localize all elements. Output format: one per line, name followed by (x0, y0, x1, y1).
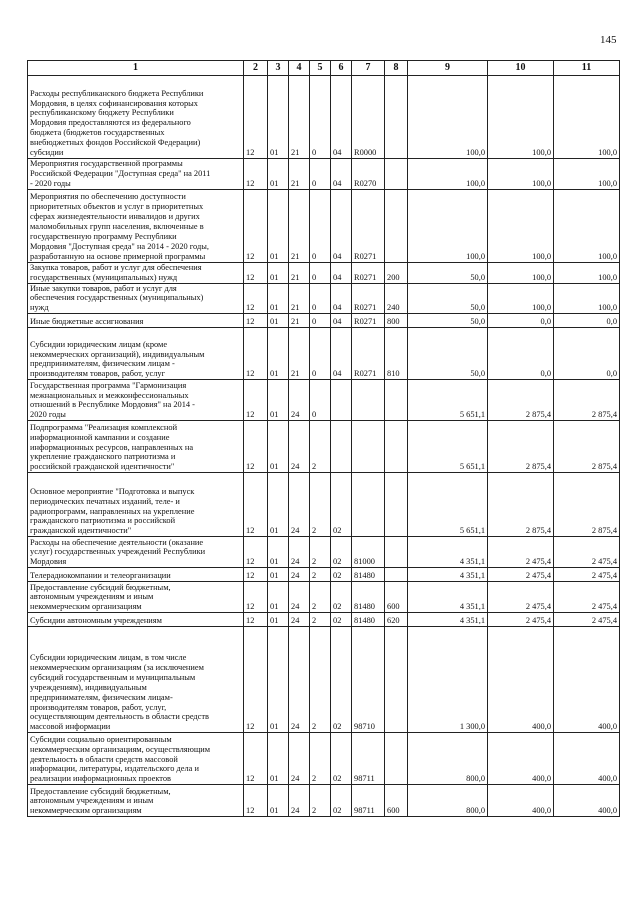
cell-target-code: 98711 (352, 733, 385, 785)
row-description: Подпрограмма "Реализация комплексной информационной кампании и создание информационных ресурсов, направленных на укрепление гражданского патриотизма и российской гражданской идентичности" (28, 421, 244, 473)
table-row (28, 314, 620, 328)
cell-section: 01 (268, 283, 289, 314)
cell-section: 01 (268, 537, 289, 568)
cell-section: 01 (268, 189, 289, 262)
cell-amount-col11: 400,0 (554, 785, 620, 817)
table-header-row (28, 61, 620, 76)
column-header-2: 2 (244, 61, 268, 76)
cell-amount-col9: 5 651,1 (408, 421, 488, 473)
cell-target-code: 98711 (352, 785, 385, 817)
cell-target-code: 81480 (352, 568, 385, 582)
table-row (28, 627, 620, 733)
cell-chapter: 12 (244, 76, 268, 159)
cell-amount-col11: 2 875,4 (554, 380, 620, 421)
cell-chapter: 12 (244, 537, 268, 568)
cell-subprogram: 02 (331, 537, 352, 568)
column-header-6: 6 (331, 61, 352, 76)
column-header-7: 7 (352, 61, 385, 76)
cell-expense-type (385, 421, 408, 473)
cell-target-code (352, 421, 385, 473)
cell-target-code: R0271 (352, 328, 385, 380)
cell-amount-col10: 2 875,4 (488, 380, 554, 421)
cell-chapter: 12 (244, 159, 268, 190)
table-row (28, 328, 620, 380)
cell-amount-col10: 2 875,4 (488, 421, 554, 473)
cell-expense-type (385, 189, 408, 262)
cell-amount-col10: 100,0 (488, 159, 554, 190)
cell-expense-type (385, 473, 408, 537)
cell-amount-col9: 4 351,1 (408, 582, 488, 613)
cell-program: 2 (310, 627, 331, 733)
table-row (28, 613, 620, 627)
cell-subsection: 21 (289, 314, 310, 328)
column-header-1: 1 (28, 61, 244, 76)
cell-amount-col10: 2 475,4 (488, 568, 554, 582)
row-description: Расходы на обеспечение деятельности (оказание услуг) государственных учреждений Республики Мордовия (28, 537, 244, 568)
cell-target-code (352, 473, 385, 537)
cell-amount-col11: 400,0 (554, 627, 620, 733)
row-description: Субсидии социально ориентированным некоммерческим организациям, осуществляющим деятельность в области средств массовой информации, литературы, издательского дела и реализации информационных проектов (28, 733, 244, 785)
cell-program: 2 (310, 537, 331, 568)
cell-chapter: 12 (244, 283, 268, 314)
cell-subsection: 21 (289, 328, 310, 380)
cell-subsection: 21 (289, 76, 310, 159)
cell-chapter: 12 (244, 189, 268, 262)
cell-target-code: R0271 (352, 283, 385, 314)
cell-amount-col10: 100,0 (488, 189, 554, 262)
cell-target-code: R0271 (352, 314, 385, 328)
cell-section: 01 (268, 785, 289, 817)
cell-subsection: 24 (289, 582, 310, 613)
cell-target-code: R0000 (352, 76, 385, 159)
row-description: Иные закупки товаров, работ и услуг для обеспечения государственных (муниципальных) нужд (28, 283, 244, 314)
column-header-4: 4 (289, 61, 310, 76)
cell-chapter: 12 (244, 380, 268, 421)
cell-expense-type (385, 76, 408, 159)
cell-amount-col9: 1 300,0 (408, 627, 488, 733)
cell-subsection: 24 (289, 613, 310, 627)
cell-expense-type (385, 537, 408, 568)
cell-amount-col11: 100,0 (554, 76, 620, 159)
row-description: Мероприятия государственной программы Российской Федерации "Доступная среда" на 2011 - 2020 годы (28, 159, 244, 190)
cell-program: 2 (310, 613, 331, 627)
cell-subsection: 24 (289, 537, 310, 568)
cell-amount-col10: 0,0 (488, 328, 554, 380)
cell-section: 01 (268, 328, 289, 380)
cell-amount-col11: 100,0 (554, 283, 620, 314)
cell-expense-type (385, 380, 408, 421)
cell-amount-col11: 100,0 (554, 189, 620, 262)
cell-chapter: 12 (244, 613, 268, 627)
cell-amount-col9: 50,0 (408, 283, 488, 314)
cell-amount-col9: 100,0 (408, 76, 488, 159)
cell-program: 0 (310, 328, 331, 380)
cell-subprogram: 02 (331, 473, 352, 537)
cell-amount-col10: 100,0 (488, 283, 554, 314)
cell-section: 01 (268, 568, 289, 582)
cell-section: 01 (268, 421, 289, 473)
cell-chapter: 12 (244, 733, 268, 785)
cell-program: 2 (310, 733, 331, 785)
cell-chapter: 12 (244, 262, 268, 283)
cell-expense-type: 600 (385, 785, 408, 817)
cell-subprogram: 02 (331, 733, 352, 785)
cell-program: 2 (310, 568, 331, 582)
cell-amount-col10: 400,0 (488, 733, 554, 785)
row-description: Мероприятия по обеспечению доступности приоритетных объектов и услуг в приоритетных сферах жизнедеятельности инвалидов и других маломобильных групп населения, включенные в государственную программу Республики Мордовия "Доступная среда" на 2014 - 2020 годы, разработанную на основе примерной программы (28, 189, 244, 262)
cell-subprogram: 04 (331, 314, 352, 328)
cell-amount-col11: 2 475,4 (554, 568, 620, 582)
cell-expense-type: 620 (385, 613, 408, 627)
page-number: 145 (600, 34, 617, 46)
cell-subprogram: 02 (331, 613, 352, 627)
row-description: Предоставление субсидий бюджетным, автономным учреждениям и иным некоммерческим организациям (28, 582, 244, 613)
table-row (28, 159, 620, 190)
cell-amount-col10: 400,0 (488, 785, 554, 817)
cell-expense-type: 200 (385, 262, 408, 283)
cell-subsection: 24 (289, 733, 310, 785)
cell-amount-col9: 800,0 (408, 733, 488, 785)
cell-subsection: 21 (289, 159, 310, 190)
table-row (28, 380, 620, 421)
cell-expense-type (385, 627, 408, 733)
table-row (28, 189, 620, 262)
row-description: Субсидии юридическим лицам, в том числе некоммерческим организациям (за исключением субсидий государственным и муниципальным учреждениям), индивидуальным предпринимателям, физическим лицам- производителям товаров, работ, услуг, осуществляющим деятельность в области средств массовой информации (28, 627, 244, 733)
cell-expense-type: 240 (385, 283, 408, 314)
cell-amount-col9: 5 651,1 (408, 473, 488, 537)
cell-amount-col10: 100,0 (488, 76, 554, 159)
cell-expense-type (385, 568, 408, 582)
table-row (28, 582, 620, 613)
cell-chapter: 12 (244, 627, 268, 733)
cell-amount-col9: 50,0 (408, 262, 488, 283)
column-header-10: 10 (488, 61, 554, 76)
cell-subprogram: 04 (331, 283, 352, 314)
cell-chapter: 12 (244, 582, 268, 613)
cell-expense-type: 800 (385, 314, 408, 328)
cell-amount-col9: 50,0 (408, 314, 488, 328)
cell-amount-col9: 4 351,1 (408, 537, 488, 568)
cell-amount-col11: 100,0 (554, 262, 620, 283)
cell-subsection: 24 (289, 568, 310, 582)
cell-amount-col11: 2 475,4 (554, 613, 620, 627)
cell-amount-col9: 800,0 (408, 785, 488, 817)
column-header-5: 5 (310, 61, 331, 76)
cell-amount-col10: 400,0 (488, 627, 554, 733)
cell-amount-col9: 100,0 (408, 159, 488, 190)
cell-program: 0 (310, 76, 331, 159)
cell-subprogram: 02 (331, 568, 352, 582)
row-description: Субсидии автономным учреждениям (28, 613, 244, 627)
cell-program: 0 (310, 283, 331, 314)
cell-subsection: 21 (289, 283, 310, 314)
cell-amount-col11: 400,0 (554, 733, 620, 785)
row-description: Телерадиокомпании и телеорганизации (28, 568, 244, 582)
row-description: Иные бюджетные ассигнования (28, 314, 244, 328)
cell-program: 2 (310, 582, 331, 613)
cell-chapter: 12 (244, 785, 268, 817)
row-description: Расходы республиканского бюджета Республики Мордовия, в целях софинансирования которых республиканскому бюджету Республики Мордовия предоставляются из федерального бюджета (бюджетов государственных внебюджетных фондов Российской Федерации) субсидии (28, 76, 244, 159)
cell-amount-col11: 100,0 (554, 159, 620, 190)
cell-section: 01 (268, 733, 289, 785)
cell-amount-col11: 2 475,4 (554, 582, 620, 613)
cell-target-code: 81000 (352, 537, 385, 568)
table-row (28, 262, 620, 283)
cell-amount-col9: 5 651,1 (408, 380, 488, 421)
cell-section: 01 (268, 613, 289, 627)
table-row (28, 568, 620, 582)
cell-target-code: 81480 (352, 582, 385, 613)
cell-subprogram (331, 380, 352, 421)
cell-amount-col11: 0,0 (554, 314, 620, 328)
column-header-3: 3 (268, 61, 289, 76)
cell-program: 0 (310, 314, 331, 328)
cell-subsection: 24 (289, 421, 310, 473)
cell-subsection: 21 (289, 262, 310, 283)
budget-table (27, 60, 620, 817)
cell-subprogram: 02 (331, 627, 352, 733)
cell-target-code (352, 380, 385, 421)
row-description: Предоставление субсидий бюджетным, автономным учреждениям и иным некоммерческим организациям (28, 785, 244, 817)
cell-program: 0 (310, 262, 331, 283)
cell-program: 2 (310, 473, 331, 537)
cell-section: 01 (268, 473, 289, 537)
cell-program: 0 (310, 159, 331, 190)
cell-section: 01 (268, 262, 289, 283)
row-description: Субсидии юридическим лицам (кроме некоммерческих организаций), индивидуальным предпринимателям, физическим лицам - производителям товаров, работ, услуг (28, 328, 244, 380)
cell-program: 0 (310, 189, 331, 262)
column-header-11: 11 (554, 61, 620, 76)
cell-subprogram: 02 (331, 582, 352, 613)
cell-amount-col10: 2 475,4 (488, 582, 554, 613)
cell-subprogram (331, 421, 352, 473)
cell-program: 2 (310, 421, 331, 473)
cell-chapter: 12 (244, 473, 268, 537)
cell-amount-col10: 0,0 (488, 314, 554, 328)
cell-section: 01 (268, 627, 289, 733)
cell-target-code: 81480 (352, 613, 385, 627)
cell-subprogram: 04 (331, 262, 352, 283)
cell-target-code: 98710 (352, 627, 385, 733)
table-row (28, 537, 620, 568)
row-description: Основное мероприятие "Подготовка и выпуск периодических печатных изданий, теле- и радиопрограмм, направленных на укрепление гражданского патриотизма и российской гражданской идентичности" (28, 473, 244, 537)
column-header-9: 9 (408, 61, 488, 76)
cell-subsection: 24 (289, 380, 310, 421)
table-row (28, 283, 620, 314)
cell-program: 0 (310, 380, 331, 421)
cell-chapter: 12 (244, 421, 268, 473)
cell-amount-col11: 2 475,4 (554, 537, 620, 568)
cell-amount-col9: 100,0 (408, 189, 488, 262)
cell-subprogram: 04 (331, 328, 352, 380)
cell-expense-type: 600 (385, 582, 408, 613)
row-description: Государственная программа "Гармонизация межнациональных и межконфессиональных отношений в Республике Мордовия" на 2014 - 2020 годы (28, 380, 244, 421)
table-row (28, 733, 620, 785)
cell-amount-col11: 2 875,4 (554, 421, 620, 473)
cell-amount-col9: 4 351,1 (408, 613, 488, 627)
table-row (28, 76, 620, 159)
row-description: Закупка товаров, работ и услуг для обеспечения государственных (муниципальных) нужд (28, 262, 244, 283)
cell-amount-col10: 2 475,4 (488, 537, 554, 568)
table-row (28, 785, 620, 817)
cell-target-code: R0270 (352, 159, 385, 190)
cell-expense-type (385, 159, 408, 190)
cell-expense-type (385, 733, 408, 785)
cell-subsection: 21 (289, 189, 310, 262)
cell-amount-col11: 2 875,4 (554, 473, 620, 537)
cell-section: 01 (268, 380, 289, 421)
cell-amount-col10: 2 475,4 (488, 613, 554, 627)
cell-chapter: 12 (244, 328, 268, 380)
cell-section: 01 (268, 159, 289, 190)
cell-target-code: R0271 (352, 262, 385, 283)
cell-amount-col10: 100,0 (488, 262, 554, 283)
table-row (28, 473, 620, 537)
cell-subprogram: 04 (331, 189, 352, 262)
cell-amount-col9: 50,0 (408, 328, 488, 380)
cell-amount-col10: 2 875,4 (488, 473, 554, 537)
cell-subprogram: 04 (331, 76, 352, 159)
cell-expense-type: 810 (385, 328, 408, 380)
cell-subprogram: 02 (331, 785, 352, 817)
cell-subsection: 24 (289, 473, 310, 537)
cell-subsection: 24 (289, 785, 310, 817)
cell-program: 2 (310, 785, 331, 817)
cell-section: 01 (268, 76, 289, 159)
cell-amount-col11: 0,0 (554, 328, 620, 380)
cell-subsection: 24 (289, 627, 310, 733)
table-row (28, 421, 620, 473)
cell-chapter: 12 (244, 314, 268, 328)
cell-section: 01 (268, 314, 289, 328)
cell-target-code: R0271 (352, 189, 385, 262)
cell-amount-col9: 4 351,1 (408, 568, 488, 582)
cell-section: 01 (268, 582, 289, 613)
column-header-8: 8 (385, 61, 408, 76)
cell-subprogram: 04 (331, 159, 352, 190)
cell-chapter: 12 (244, 568, 268, 582)
